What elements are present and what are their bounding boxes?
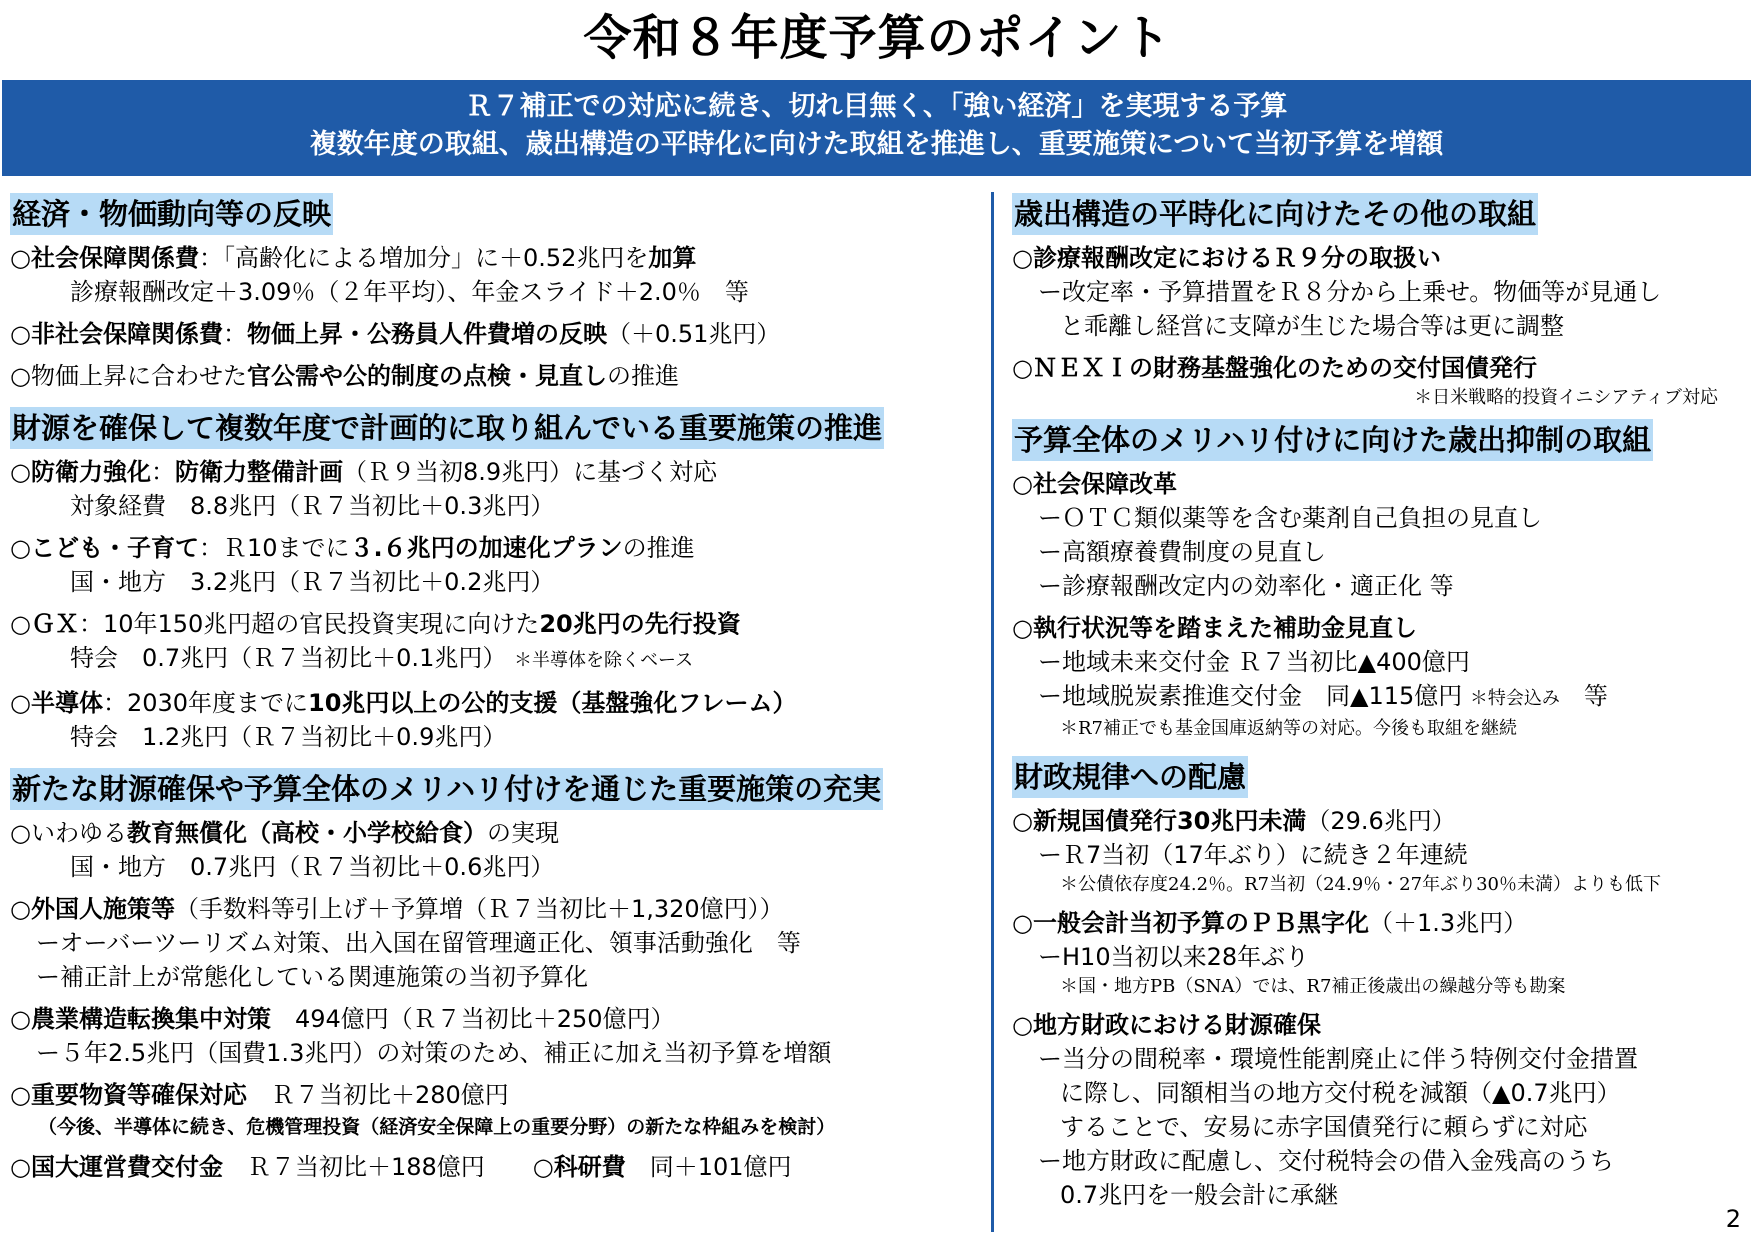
item-title: 外国人施策等 xyxy=(30,895,175,923)
page-title: 令和８年度予算のポイント xyxy=(583,10,1172,66)
bullet: ○ xyxy=(10,1005,31,1033)
sub-item: ー補正計上が常態化している関連施策の当初予算化 xyxy=(36,963,588,991)
section-heading-economy: 経済・物価動向等の反映 xyxy=(10,193,333,235)
bullet: ○ xyxy=(10,244,31,272)
bullet: ○ xyxy=(1012,470,1033,498)
bullet: ○ xyxy=(10,1153,31,1181)
sub-item: ー地方財政に配慮し、交付税特会の借入金残高のうち xyxy=(1038,1147,1614,1175)
sub-item: 国・地方 3.2兆円（Ｒ７当初比＋0.2兆円） xyxy=(70,568,555,596)
section-heading-fiscal-discipline: 財政規律への配慮 xyxy=(1012,756,1248,798)
item-title: こども・子育て xyxy=(30,534,199,562)
item-emphasis: 20兆円の先行投資 xyxy=(539,610,741,638)
bullet: ○ xyxy=(10,534,31,562)
bullet: ○ xyxy=(10,458,31,486)
sub-item-text: 等 xyxy=(1559,682,1608,710)
sub-item xyxy=(1012,679,1752,716)
summary-banner xyxy=(2,80,1751,176)
footnote: ＊国・地方PB（SNA）では、R7補正後歳出の繰越分等も勘案 xyxy=(1060,976,1566,997)
sub-item: に際し、同額相当の地方交付税を減額（▲0.7兆円） xyxy=(1060,1079,1621,1107)
item-title: 科研費 xyxy=(553,1153,626,1181)
sub-item: ーＲ7当初（17年ぶり）に続き２年連続 xyxy=(1038,841,1468,869)
list-item xyxy=(1012,1008,1752,1042)
right-column xyxy=(1012,193,1752,1212)
item-text: （＋0.51兆円） xyxy=(606,320,781,348)
item-emphasis: 10兆円以上の公的支援（基盤強化フレーム） xyxy=(308,689,797,717)
item-text: （手数料等引上げ＋予算増（Ｒ７当初比＋1,320億円）） xyxy=(174,895,784,923)
item-title: 重要物資等確保対応 xyxy=(30,1081,247,1109)
footnote: ＊特会込み xyxy=(1469,688,1560,709)
sub-item: 診療報酬改定＋3.09％（２年平均）、年金スライド＋2.0％ 等 xyxy=(70,278,749,306)
bullet: ○ xyxy=(1012,244,1033,272)
item-text: ： xyxy=(150,458,175,486)
list-item xyxy=(10,317,985,351)
list-item xyxy=(10,531,985,565)
item-text: 494億円（Ｒ７当初比＋250億円） xyxy=(270,1005,675,1033)
bullet: ○ xyxy=(10,320,31,348)
banner-line-2: 複数年度の取組、歳出構造の平時化に向けた取組を推進し、重要施策について当初予算を増額 xyxy=(309,129,1444,160)
sub-item: ー地域未来交付金 Ｒ７当初比▲400億円 xyxy=(1038,648,1470,676)
list-item xyxy=(1012,351,1752,385)
item-title: 防衛力強化 xyxy=(30,458,151,486)
sub-item-text: 特会 0.7兆円（Ｒ７当初比＋0.1兆円） xyxy=(70,644,507,672)
item-text: ： xyxy=(222,320,247,348)
sub-item: ーH10当初以来28年ぶり xyxy=(1038,943,1310,971)
page-number: 2 xyxy=(1725,1205,1741,1233)
footnote: ＊R7補正でも基金国庫返納等の対応。今後も取組を継続 xyxy=(1060,718,1518,739)
bullet: ○ xyxy=(1012,1011,1033,1039)
section-heading-key-policies: 財源を確保して複数年度で計画的に取り組んでいる重要施策の推進 xyxy=(10,407,884,449)
bullet: ○ xyxy=(10,1081,31,1109)
list-item xyxy=(10,816,985,850)
list-item xyxy=(10,607,985,641)
item-text: 同＋101億円 xyxy=(625,1153,792,1181)
item-text: ○物価上昇に合わせた xyxy=(10,362,247,390)
sub-item-text: ー地域脱炭素推進交付金 同▲115億円 xyxy=(1038,682,1463,710)
sub-item: ー高額療養費制度の見直し xyxy=(1038,538,1326,566)
item-title: 非社会保障関係費 xyxy=(30,320,223,348)
item-emphasis: 官公需や公的制度の点検・見直し xyxy=(246,362,607,390)
list-item xyxy=(1012,804,1752,838)
item-title: 地方財政における財源確保 xyxy=(1032,1011,1321,1039)
item-title: ＮＥＸＩの財務基盤強化のための交付国債発行 xyxy=(1032,354,1537,382)
item-text: の推進 xyxy=(622,534,695,562)
item-text: ：Ｒ10までに xyxy=(198,534,350,562)
list-item xyxy=(10,455,985,489)
item-title: 一般会計当初予算のＰＢ黒字化 xyxy=(1032,909,1369,937)
list-item xyxy=(10,686,985,720)
bullet: ○ xyxy=(1012,807,1033,835)
sub-item: 対象経費 8.8兆円（Ｒ７当初比＋0.3兆円） xyxy=(70,492,555,520)
item-text: （29.6兆円） xyxy=(1306,807,1456,835)
item-title: 国大運営費交付金 xyxy=(30,1153,223,1181)
banner-line-1: Ｒ７補正での対応に続き、切れ目無く、「強い経済」を実現する予算 xyxy=(465,91,1288,122)
item-title: 診療報酬改定におけるＲ９分の取扱い xyxy=(1032,244,1441,272)
sub-item: ー当分の間税率・環境性能割廃止に伴う特例交付金措置 xyxy=(1038,1045,1638,1073)
item-title: 半導体 xyxy=(30,689,103,717)
item-text: ○いわゆる xyxy=(10,819,127,847)
sub-item: ーＯＴＣ類似薬等を含む薬剤自己負担の見直し xyxy=(1038,504,1542,532)
item-text: の実現 xyxy=(486,819,559,847)
list-item xyxy=(10,241,985,275)
item-title: 執行状況等を踏まえた補助金見直し xyxy=(1032,614,1417,642)
item-title: 新規国債発行30兆円未満 xyxy=(1032,807,1307,835)
sub-item: することで、安易に赤字国債発行に頼らずに対応 xyxy=(1060,1113,1588,1141)
list-item xyxy=(10,359,985,393)
sub-item: 国・地方 0.7兆円（Ｒ７当初比＋0.6兆円） xyxy=(70,853,555,881)
list-item xyxy=(10,1078,985,1112)
item-emphasis: 教育無償化（高校・小学校給食） xyxy=(126,819,487,847)
bullet: ○ xyxy=(1012,909,1033,937)
list-item xyxy=(1012,241,1752,275)
sub-item: と乖離し経営に支障が生じた場合等は更に調整 xyxy=(1060,312,1564,340)
item-text: ：2030年度までに xyxy=(102,689,309,717)
item-text: ：「高齢化による増加分」に＋0.52兆円を xyxy=(198,244,649,272)
list-item xyxy=(1012,611,1752,645)
item-text: Ｒ７当初比＋280億円 xyxy=(246,1081,509,1109)
left-column xyxy=(10,193,985,1184)
item-emphasis: 防衛力整備計画 xyxy=(174,458,343,486)
section-heading-new-funding: 新たな財源確保や予算全体のメリハリ付けを通じた重要施策の充実 xyxy=(10,768,883,810)
item-text: の推進 xyxy=(606,362,679,390)
bullet: ○ xyxy=(10,610,31,638)
list-item xyxy=(10,1002,985,1036)
item-text: （Ｒ９当初8.9兆円）に基づく対応 xyxy=(342,458,718,486)
item-text: （＋1.3兆円） xyxy=(1368,909,1528,937)
item-text: Ｒ７当初比＋188億円 xyxy=(222,1153,533,1181)
item-emphasis: ３.６兆円の加速化プラン xyxy=(349,534,623,562)
column-divider xyxy=(991,192,994,1232)
item-text: ：10年150兆円超の官民投資実現に向けた xyxy=(78,610,540,638)
item-title: 社会保障改革 xyxy=(1032,470,1177,498)
sub-item xyxy=(10,641,985,678)
item-title: ＧＸ xyxy=(30,610,79,638)
bullet: ○ xyxy=(532,1153,554,1181)
bullet: ○ xyxy=(1012,614,1033,642)
footnote: ＊半導体を除くベース xyxy=(513,650,694,671)
sub-item: ーオーバーツーリズム対策、出入国在留管理適正化、領事活動強化 等 xyxy=(36,929,801,957)
sub-item: ー５年2.5兆円（国費1.3兆円）の対策のため、補正に加え当初予算を増額 xyxy=(36,1039,832,1067)
item-emphasis: 物価上昇・公務員人件費増の反映 xyxy=(246,320,607,348)
sub-item: 0.7兆円を一般会計に承継 xyxy=(1060,1181,1339,1209)
bullet: ○ xyxy=(1012,354,1033,382)
item-title: 農業構造転換集中対策 xyxy=(30,1005,271,1033)
section-heading-expenditure-normalization: 歳出構造の平時化に向けたその他の取組 xyxy=(1012,193,1538,235)
bullet: ○ xyxy=(10,689,31,717)
sub-item: 特会 1.2兆円（Ｒ７当初比＋0.9兆円） xyxy=(70,723,507,751)
list-item xyxy=(10,1150,985,1184)
section-heading-spending-restraint: 予算全体のメリハリ付けに向けた歳出抑制の取組 xyxy=(1012,419,1653,461)
sub-item: ー改定率・予算措置をＲ８分から上乗せ。物価等が見通し xyxy=(1038,278,1662,306)
sub-note: （今後、半導体に続き、危機管理投資（経済安全保障上の重要分野）の新たな枠組みを検討） xyxy=(38,1116,836,1138)
list-item xyxy=(1012,467,1752,501)
list-item xyxy=(10,892,985,926)
list-item xyxy=(1012,906,1752,940)
item-emphasis: 加算 xyxy=(648,244,697,272)
footnote: ＊公債依存度24.2％。R7当初（24.9％・27年ぶり30％未満）よりも低下 xyxy=(1060,874,1661,895)
item-title: 社会保障関係費 xyxy=(30,244,199,272)
bullet: ○ xyxy=(10,895,31,923)
footnote: ＊日米戦略的投資イニシアティブ対応 xyxy=(1414,387,1718,408)
sub-item: ー診療報酬改定内の効率化・適正化 等 xyxy=(1038,572,1454,600)
